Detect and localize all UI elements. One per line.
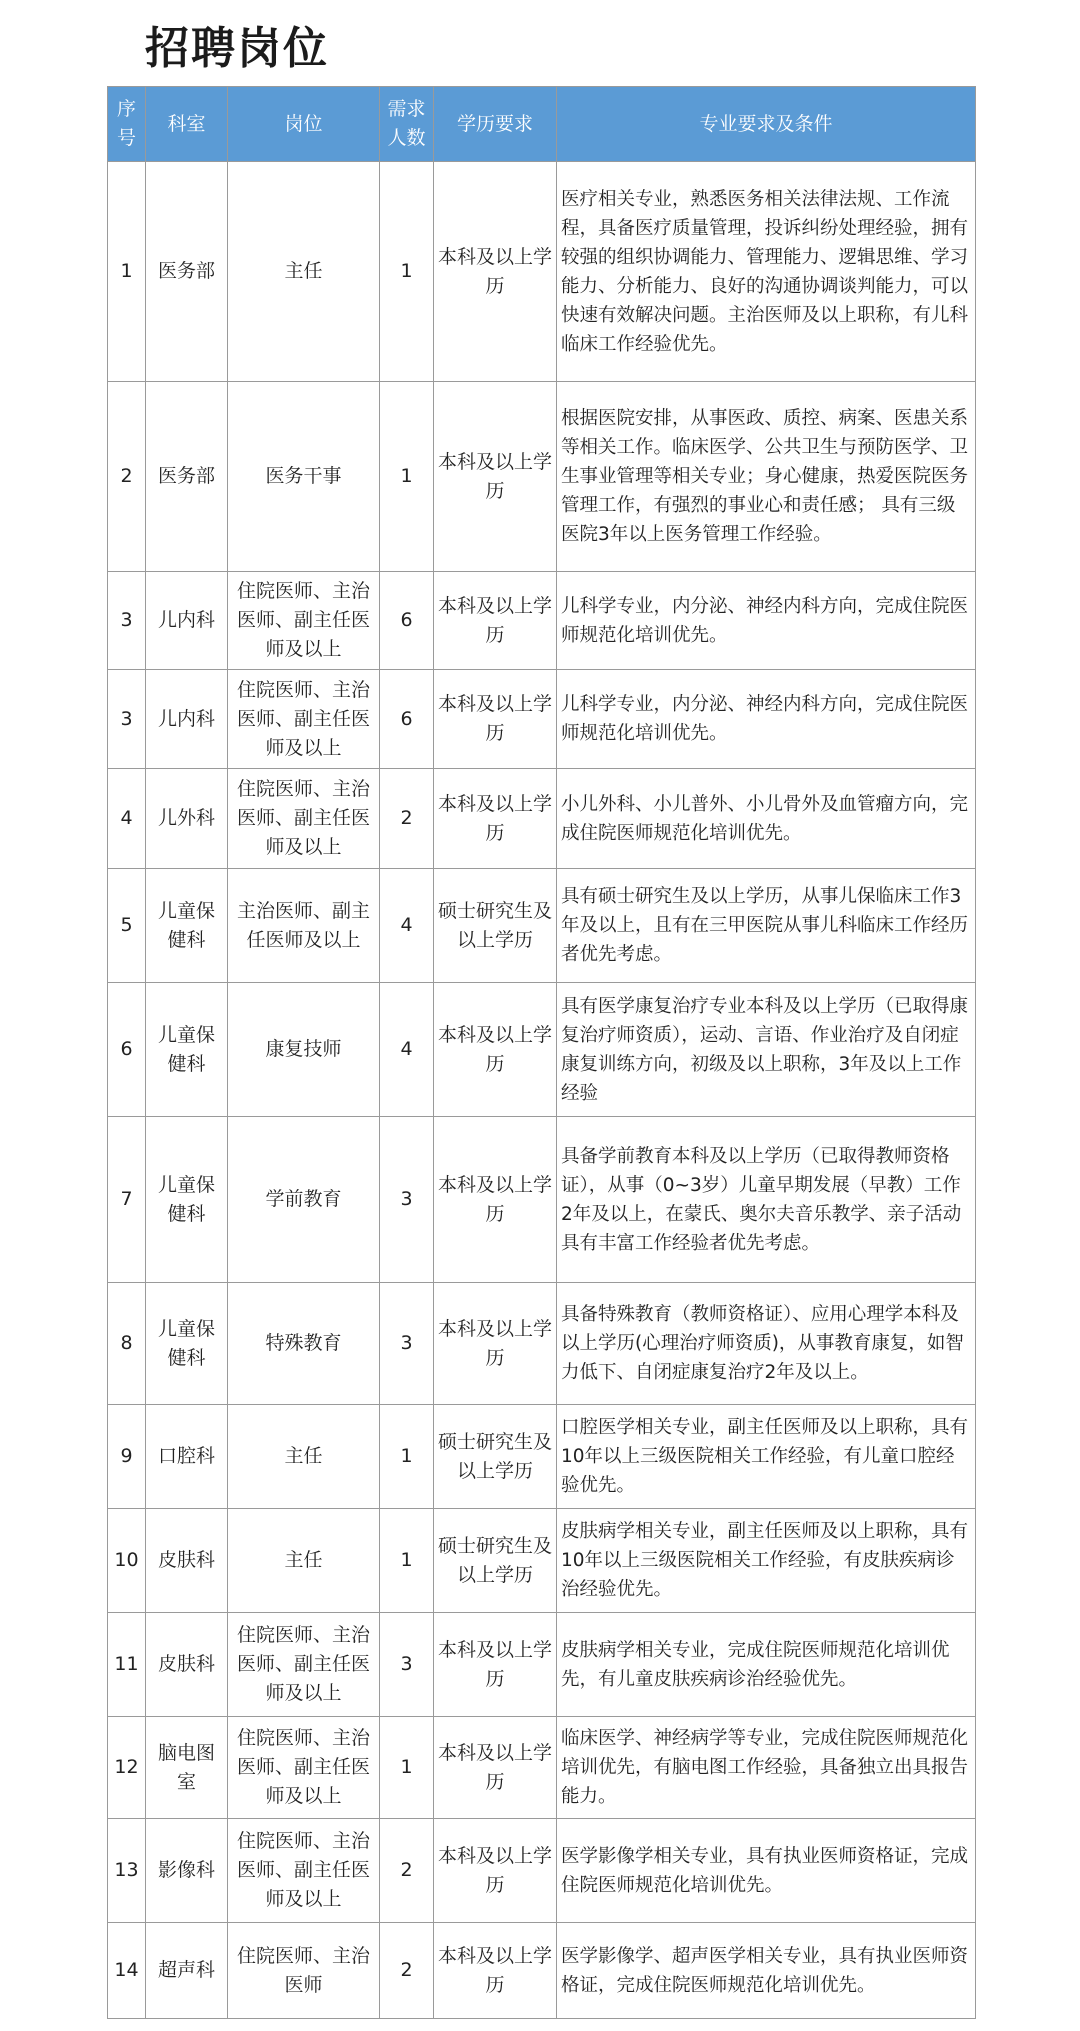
cell-seq: 11 (108, 1613, 146, 1717)
cell-seq: 12 (108, 1717, 146, 1819)
cell-count: 2 (380, 1819, 434, 1923)
table-row (108, 1613, 976, 1717)
cell-edu: 本科及以上学历 (434, 572, 557, 670)
table-row (108, 1405, 976, 1509)
cell-requirements: 具备特殊教育（教师资格证）、应用心理学本科及以上学历(心理治疗师资质)，从事教育康复，如智力低下、自闭症康复治疗2年及以上。 (557, 1283, 976, 1405)
cell-seq: 7 (108, 1117, 146, 1283)
cell-edu: 本科及以上学历 (434, 382, 557, 572)
cell-post: 主任 (228, 1405, 380, 1509)
cell-post: 住院医师、主治医师 (228, 1923, 380, 2019)
cell-count: 3 (380, 1117, 434, 1283)
table-row (108, 162, 976, 382)
cell-requirements: 医学影像学相关专业，具有执业医师资格证，完成住院医师规范化培训优先。 (557, 1819, 976, 1923)
table-row (108, 1509, 976, 1613)
cell-edu: 本科及以上学历 (434, 1613, 557, 1717)
cell-post: 住院医师、主治医师、副主任医师及以上 (228, 572, 380, 670)
table-row (108, 869, 976, 983)
header-seq: 序号 (108, 87, 146, 162)
cell-dept: 口腔科 (146, 1405, 228, 1509)
cell-edu: 本科及以上学历 (434, 1717, 557, 1819)
cell-count: 6 (380, 670, 434, 769)
cell-dept: 皮肤科 (146, 1613, 228, 1717)
cell-edu: 本科及以上学历 (434, 769, 557, 869)
cell-edu: 硕士研究生及以上学历 (434, 1509, 557, 1613)
table-row (108, 670, 976, 769)
cell-edu: 硕士研究生及以上学历 (434, 1405, 557, 1509)
cell-edu: 本科及以上学历 (434, 1283, 557, 1405)
cell-requirements: 医学影像学、超声医学相关专业，具有执业医师资格证，完成住院医师规范化培训优先。 (557, 1923, 976, 2019)
cell-seq: 6 (108, 983, 146, 1117)
table-row (108, 382, 976, 572)
cell-dept: 儿内科 (146, 572, 228, 670)
cell-count: 1 (380, 382, 434, 572)
cell-seq: 9 (108, 1405, 146, 1509)
cell-edu: 本科及以上学历 (434, 1923, 557, 2019)
cell-post: 主治医师、副主任医师及以上 (228, 869, 380, 983)
cell-count: 3 (380, 1283, 434, 1405)
cell-edu: 本科及以上学历 (434, 670, 557, 769)
cell-count: 4 (380, 983, 434, 1117)
cell-requirements: 具有硕士研究生及以上学历，从事儿保临床工作3年及以上，且有在三甲医院从事儿科临床工作经历者优先考虑。 (557, 869, 976, 983)
cell-requirements: 口腔医学相关专业，副主任医师及以上职称，具有10年以上三级医院相关工作经验，有儿童口腔经验优先。 (557, 1405, 976, 1509)
recruitment-table (107, 86, 976, 2019)
cell-seq: 3 (108, 572, 146, 670)
cell-seq: 5 (108, 869, 146, 983)
cell-edu: 本科及以上学历 (434, 1819, 557, 1923)
cell-count: 2 (380, 769, 434, 869)
header-req: 专业要求及条件 (557, 87, 976, 162)
cell-post: 住院医师、主治医师、副主任医师及以上 (228, 769, 380, 869)
cell-post: 医务干事 (228, 382, 380, 572)
cell-post: 特殊教育 (228, 1283, 380, 1405)
table-row (108, 1283, 976, 1405)
header-post: 岗位 (228, 87, 380, 162)
cell-count: 1 (380, 1405, 434, 1509)
cell-dept: 脑电图室 (146, 1717, 228, 1819)
cell-requirements: 小儿外科、小儿普外、小儿骨外及血管瘤方向，完成住院医师规范化培训优先。 (557, 769, 976, 869)
cell-seq: 13 (108, 1819, 146, 1923)
cell-seq: 4 (108, 769, 146, 869)
cell-count: 2 (380, 1923, 434, 2019)
cell-requirements: 具备学前教育本科及以上学历（已取得教师资格证），从事（0~3岁）儿童早期发展（早教）工作2年及以上，在蒙氏、奥尔夫音乐教学、亲子活动具有丰富工作经验者优先考虑。 (557, 1117, 976, 1283)
table-header-row (108, 87, 976, 162)
cell-seq: 10 (108, 1509, 146, 1613)
cell-edu: 本科及以上学历 (434, 162, 557, 382)
cell-seq: 1 (108, 162, 146, 382)
cell-count: 1 (380, 162, 434, 382)
cell-count: 1 (380, 1509, 434, 1613)
cell-dept: 儿童保健科 (146, 983, 228, 1117)
cell-dept: 医务部 (146, 162, 228, 382)
cell-requirements: 儿科学专业，内分泌、神经内科方向，完成住院医师规范化培训优先。 (557, 572, 976, 670)
table-row (108, 1117, 976, 1283)
cell-seq: 14 (108, 1923, 146, 2019)
cell-post: 住院医师、主治医师、副主任医师及以上 (228, 670, 380, 769)
cell-requirements: 皮肤病学相关专业，副主任医师及以上职称，具有10年以上三级医院相关工作经验，有皮肤疾病诊治经验优先。 (557, 1509, 976, 1613)
cell-post: 住院医师、主治医师、副主任医师及以上 (228, 1819, 380, 1923)
cell-post: 主任 (228, 162, 380, 382)
cell-seq: 8 (108, 1283, 146, 1405)
cell-dept: 儿童保健科 (146, 1283, 228, 1405)
cell-count: 6 (380, 572, 434, 670)
cell-edu: 本科及以上学历 (434, 983, 557, 1117)
cell-dept: 儿外科 (146, 769, 228, 869)
table-row (108, 572, 976, 670)
header-count: 需求人数 (380, 87, 434, 162)
cell-count: 3 (380, 1613, 434, 1717)
cell-dept: 皮肤科 (146, 1509, 228, 1613)
table-row (108, 1819, 976, 1923)
cell-post: 住院医师、主治医师、副主任医师及以上 (228, 1717, 380, 1819)
cell-count: 4 (380, 869, 434, 983)
cell-edu: 硕士研究生及以上学历 (434, 869, 557, 983)
cell-requirements: 医疗相关专业，熟悉医务相关法律法规、工作流程，具备医疗质量管理，投诉纠纷处理经验，拥有较强的组织协调能力、管理能力、逻辑思维、学习能力、分析能力、良好的沟通协调谈判能力，可以快速有效解决问题。主治医师及以上职称，有儿科临床工作经验优先。 (557, 162, 976, 382)
cell-dept: 医务部 (146, 382, 228, 572)
table-row (108, 1717, 976, 1819)
cell-post: 住院医师、主治医师、副主任医师及以上 (228, 1613, 380, 1717)
cell-requirements: 根据医院安排，从事医政、质控、病案、医患关系等相关工作。临床医学、公共卫生与预防医学、卫生事业管理等相关专业；身心健康，热爱医院医务管理工作，有强烈的事业心和责任感； 具有三级医院3年以上医务管理工作经验。 (557, 382, 976, 572)
header-dept: 科室 (146, 87, 228, 162)
cell-dept: 超声科 (146, 1923, 228, 2019)
cell-count: 1 (380, 1717, 434, 1819)
table-row (108, 1923, 976, 2019)
cell-dept: 儿内科 (146, 670, 228, 769)
cell-post: 主任 (228, 1509, 380, 1613)
table-row (108, 769, 976, 869)
cell-requirements: 临床医学、神经病学等专业，完成住院医师规范化培训优先，有脑电图工作经验，具备独立出具报告能力。 (557, 1717, 976, 1819)
cell-requirements: 儿科学专业，内分泌、神经内科方向，完成住院医师规范化培训优先。 (557, 670, 976, 769)
cell-requirements: 皮肤病学相关专业，完成住院医师规范化培训优先，有儿童皮肤疾病诊治经验优先。 (557, 1613, 976, 1717)
cell-seq: 2 (108, 382, 146, 572)
cell-dept: 儿童保健科 (146, 1117, 228, 1283)
page-title: 招聘岗位 (145, 23, 329, 74)
cell-dept: 影像科 (146, 1819, 228, 1923)
cell-seq: 3 (108, 670, 146, 769)
cell-post: 康复技师 (228, 983, 380, 1117)
cell-post: 学前教育 (228, 1117, 380, 1283)
cell-requirements: 具有医学康复治疗专业本科及以上学历（已取得康复治疗师资质），运动、言语、作业治疗及自闭症康复训练方向，初级及以上职称，3年及以上工作经验 (557, 983, 976, 1117)
cell-edu: 本科及以上学历 (434, 1117, 557, 1283)
header-edu: 学历要求 (434, 87, 557, 162)
cell-dept: 儿童保健科 (146, 869, 228, 983)
table-row (108, 983, 976, 1117)
